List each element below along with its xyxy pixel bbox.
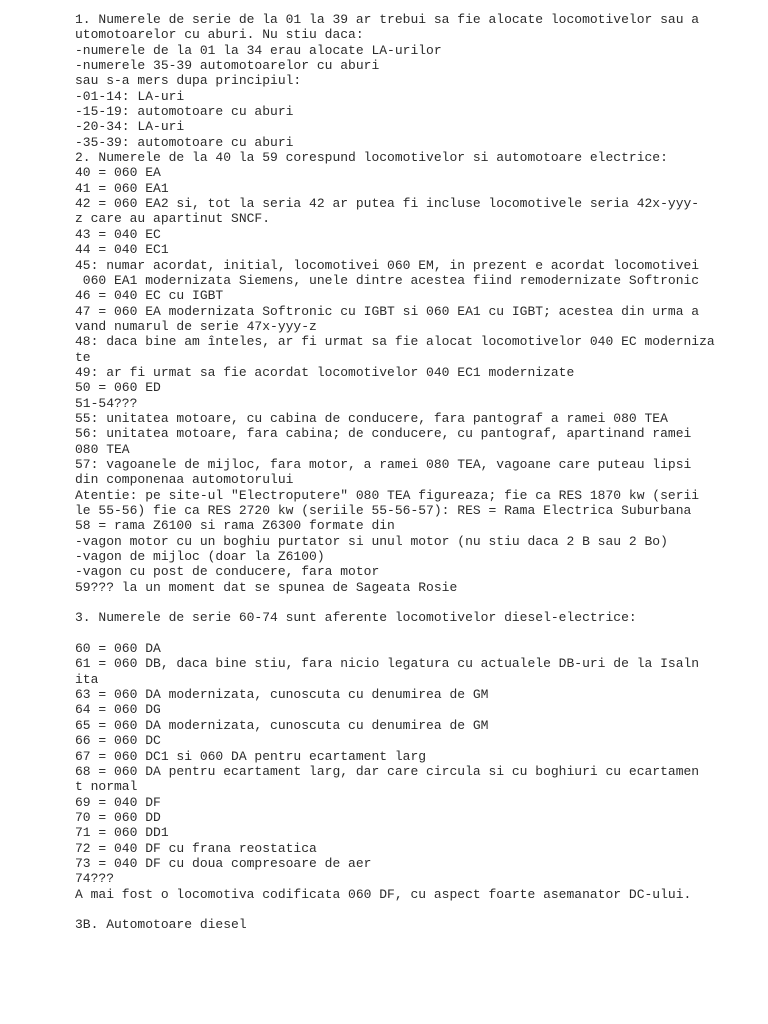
text-line: t normal xyxy=(75,779,138,795)
text-line: -20-34: LA-uri xyxy=(75,119,185,135)
text-line: 41 = 060 EA1 xyxy=(75,180,169,196)
text-line: 080 TEA xyxy=(75,441,130,457)
text-line: 65 = 060 DA modernizata, cunoscuta cu denumirea de GM xyxy=(75,717,489,733)
text-line: 3. Numerele de serie 60-74 sunt aferente locomotivelor diesel-electrice: xyxy=(75,610,637,626)
text-line: sau s-a mers dupa principiul: xyxy=(75,73,302,89)
text-line: 3B. Automotoare diesel xyxy=(75,917,247,933)
text-line: 2. Numerele de la 40 la 59 corespund locomotivelor si automotoare electrice: xyxy=(75,150,668,166)
text-line xyxy=(75,626,755,641)
text-line: 73 = 040 DF cu doua compresoare de aer xyxy=(75,855,372,871)
text-line: utomotoarelor cu aburi. Nu stiu daca: xyxy=(75,27,364,43)
text-line: 50 = 060 ED xyxy=(75,380,161,396)
text-line: 71 = 060 DD1 xyxy=(75,825,169,841)
text-line: 51-54??? xyxy=(75,395,138,411)
text-line: ita xyxy=(75,671,99,687)
text-line: 74??? xyxy=(75,871,115,887)
text-line: A mai fost o locomotiva codificata 060 DF, cu aspect foarte asemanator DC-ului. xyxy=(75,886,692,902)
text-line: 67 = 060 DC1 si 060 DA pentru ecartament larg xyxy=(75,748,427,764)
text-line: te xyxy=(75,349,91,365)
text-line: 66 = 060 DC xyxy=(75,733,161,749)
text-line: 57: vagoanele de mijloc, fara motor, a ramei 080 TEA, vagoane care puteau lipsi xyxy=(75,456,692,472)
text-line: 55: unitatea motoare, cu cabina de conducere, fara pantograf a ramei 080 TEA xyxy=(75,410,668,426)
text-line: 63 = 060 DA modernizata, cunoscuta cu denumirea de GM xyxy=(75,687,489,703)
text-line: -15-19: automotoare cu aburi xyxy=(75,104,294,120)
text-line: 40 = 060 EA xyxy=(75,165,161,181)
text-line: -vagon motor cu un boghiu purtator si unul motor (nu stiu daca 2 B sau 2 Bo) xyxy=(75,533,668,549)
text-line: 58 = rama Z6100 si rama Z6300 formate din xyxy=(75,518,395,534)
text-line: -35-39: automotoare cu aburi xyxy=(75,134,294,150)
text-line: 42 = 060 EA2 si, tot la seria 42 ar putea fi incluse locomotivele seria 42x-yyy- xyxy=(75,196,700,212)
text-line: 72 = 040 DF cu frana reostatica xyxy=(75,840,317,856)
document-body xyxy=(75,12,755,933)
text-line: 060 EA1 modernizata Siemens, unele dintre acestea fiind remodernizate Softronic xyxy=(75,272,700,288)
text-line: -vagon cu post de conducere, fara motor xyxy=(75,564,380,580)
text-line: -numerele 35-39 automotoarelor cu aburi xyxy=(75,58,380,74)
text-line: 70 = 060 DD xyxy=(75,809,161,825)
text-line: din componenaa automotorului xyxy=(75,472,294,488)
text-line: 56: unitatea motoare, fara cabina; de conducere, cu pantograf, apartinand ramei xyxy=(75,426,692,442)
text-line: -vagon de mijloc (doar la Z6100) xyxy=(75,549,325,565)
text-line: 1. Numerele de serie de la 01 la 39 ar trebui sa fie alocate locomotivelor sau a xyxy=(75,12,700,27)
text-line: 46 = 040 EC cu IGBT xyxy=(75,288,224,304)
text-line: 60 = 060 DA xyxy=(75,641,161,657)
text-line: 48: daca bine am înteles, ar fi urmat sa fie alocat locomotivelor 040 EC moderniza xyxy=(75,334,715,350)
text-line: 49: ar fi urmat sa fie acordat locomotivelor 040 EC1 modernizate xyxy=(75,364,575,380)
text-line: -numerele de la 01 la 34 erau alocate LA-urilor xyxy=(75,42,442,58)
text-line: 69 = 040 DF xyxy=(75,794,161,810)
text-line: 68 = 060 DA pentru ecartament larg, dar care circula si cu boghiuri cu ecartamen xyxy=(75,763,700,779)
text-line: 43 = 040 EC xyxy=(75,226,161,242)
text-line: 64 = 060 DG xyxy=(75,702,161,718)
text-line: Atentie: pe site-ul "Electroputere" 080 TEA figureaza; fie ca RES 1870 kw (serii xyxy=(75,487,700,503)
text-line: 45: numar acordat, initial, locomotivei 060 EM, in prezent e acordat locomotivei xyxy=(75,257,700,273)
text-line: 59??? la un moment dat se spunea de Sageata Rosie xyxy=(75,579,458,595)
text-line: 44 = 040 EC1 xyxy=(75,242,169,258)
text-line xyxy=(75,595,755,610)
text-line: 47 = 060 EA modernizata Softronic cu IGBT si 060 EA1 cu IGBT; acestea din urma a xyxy=(75,303,700,319)
text-line: 61 = 060 DB, daca bine stiu, fara nicio legatura cu actualele DB-uri de la Isaln xyxy=(75,656,700,672)
text-line: -01-14: LA-uri xyxy=(75,88,185,104)
text-line xyxy=(75,902,755,917)
text-line: le 55-56) fie ca RES 2720 kw (seriile 55-56-57): RES = Rama Electrica Suburbana xyxy=(75,503,692,518)
text-line: z care au apartinut SNCF. xyxy=(75,211,271,227)
text-line: vand numarul de serie 47x-yyy-z xyxy=(75,318,317,334)
